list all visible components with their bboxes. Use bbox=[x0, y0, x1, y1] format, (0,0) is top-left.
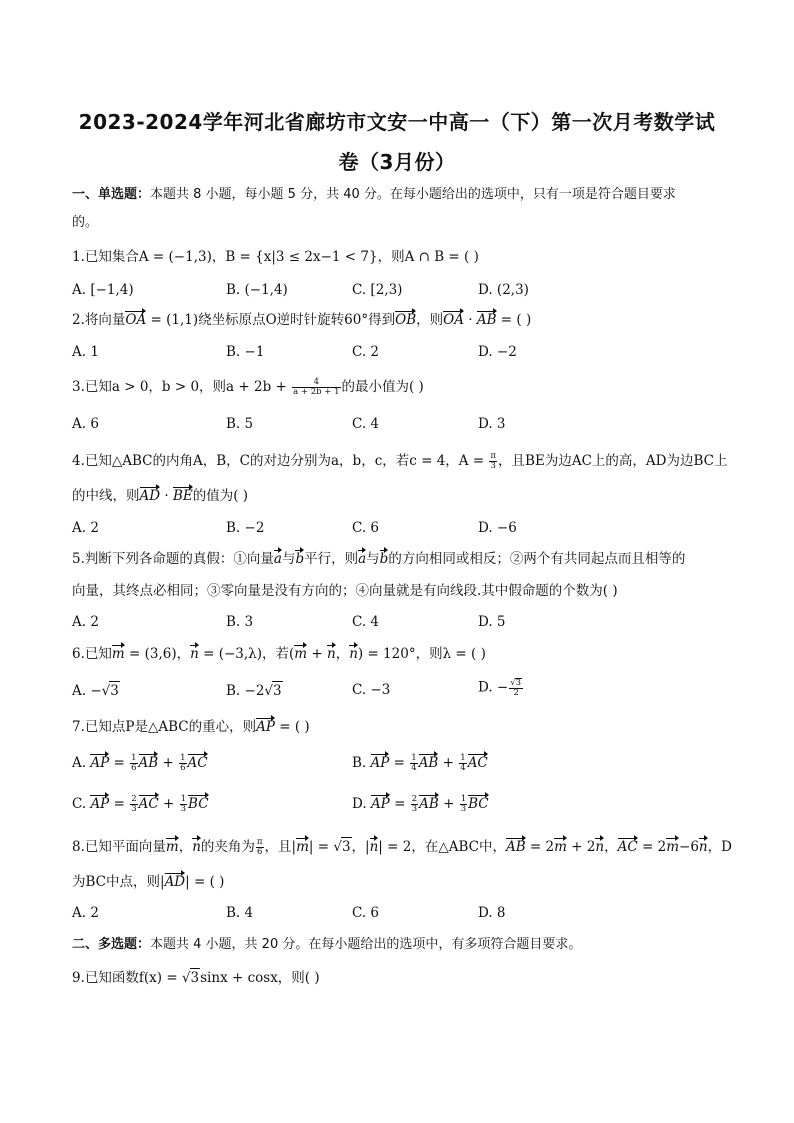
q4-text-post: ，且BE为边AC上的高，AD为边BC上 bbox=[498, 453, 728, 469]
q8-fraction bbox=[256, 838, 264, 857]
q5-option-a: A. 2 bbox=[72, 614, 99, 630]
exam-title-line2: 卷（3月份） bbox=[338, 150, 456, 174]
q1-option-d: D. (2,3) bbox=[478, 282, 529, 298]
comma: ， bbox=[335, 646, 350, 662]
q5-text-mid1: 与 bbox=[281, 551, 296, 567]
fraction-numerator: 2 bbox=[131, 794, 137, 804]
vector-ap: AP bbox=[256, 719, 275, 735]
fraction-denominator: 6 bbox=[180, 763, 186, 773]
dot-operator: · bbox=[160, 488, 173, 504]
option-label: C. bbox=[72, 796, 91, 812]
option-label: B. bbox=[352, 755, 371, 771]
fraction-numerator: 1 bbox=[180, 753, 186, 763]
q1-option-a: A. [−1,4) bbox=[72, 282, 134, 298]
sqrt-radicand: 3 bbox=[341, 839, 351, 855]
q8-option-a: A. 2 bbox=[72, 905, 99, 921]
q5-text-pre: 5.判断下列各命题的真假：①向量 bbox=[72, 551, 274, 567]
q2-text-mid2: ，则 bbox=[416, 312, 444, 328]
fraction-numerator: π bbox=[490, 451, 497, 461]
vector-n: n bbox=[369, 839, 379, 855]
question-9-stem: 9.已知函数f(x) = √3sinx + cosx，则( ) bbox=[72, 970, 320, 986]
exam-title-line1: 2023-2024学年河北省廊坊市文安一中高一（下）第一次月考数学试 bbox=[78, 110, 716, 134]
q6-text-mid1: = (3,6)， bbox=[124, 646, 191, 662]
q6-option-d bbox=[478, 678, 524, 698]
vector-term: AB bbox=[419, 796, 439, 812]
section1-header bbox=[72, 186, 676, 204]
q2-text-post: = ( ) bbox=[496, 312, 532, 328]
q4-line2-pre: 的中线，则 bbox=[72, 488, 140, 504]
vector-term: AC bbox=[187, 755, 208, 771]
q3-option-c: C. 4 bbox=[352, 416, 380, 432]
vector-term: BC bbox=[468, 796, 489, 812]
q8-text: | = 2，在△ABC中， bbox=[378, 839, 506, 855]
q8-option-b: B. 4 bbox=[226, 905, 254, 921]
question-2-stem bbox=[72, 311, 531, 329]
q8-option-d: D. 8 bbox=[478, 905, 506, 921]
option-label: D. − bbox=[478, 679, 509, 696]
q9-text-post: sinx + cosx，则( ) bbox=[200, 970, 320, 986]
q5-text-mid3: 与 bbox=[366, 551, 380, 567]
vector-ab: AB bbox=[476, 312, 497, 328]
vector-ab: AB bbox=[505, 839, 526, 855]
question-6-stem bbox=[72, 645, 486, 663]
question-4-stem bbox=[72, 452, 727, 471]
vector-ac: AC bbox=[617, 839, 638, 855]
fraction-denominator: 6 bbox=[256, 847, 263, 857]
q4-text-pre: 4.已知△ABC的内角A，B，C的对边分别为a，b，c，若c = 4，A = bbox=[72, 453, 489, 469]
q7-text-pre: 7.已知点P是△ABC的重心，则 bbox=[72, 719, 257, 735]
q7-text-post: = ( ) bbox=[274, 719, 310, 735]
vector-ob: OB bbox=[395, 312, 417, 328]
vector-n: n bbox=[349, 646, 358, 662]
sqrt-radicand: 3 bbox=[110, 683, 119, 699]
fraction-numerator: 2 bbox=[411, 794, 418, 804]
q4-fraction bbox=[489, 452, 497, 471]
q8-text: = 2 bbox=[637, 839, 667, 855]
fraction-numerator: √3 bbox=[510, 678, 522, 688]
question-4-line2 bbox=[72, 487, 248, 505]
section1-body: 本题共 8 小题，每小题 5 分，共 40 分。在每小题给出的选项中，只有一项是符合题目要求 bbox=[150, 187, 676, 202]
vector-term: AC bbox=[138, 796, 159, 812]
coef bbox=[179, 754, 186, 773]
sqrt-radicand: 3 bbox=[190, 970, 200, 986]
q8-text: ，| bbox=[351, 839, 370, 855]
q3-option-b: B. 5 bbox=[226, 416, 254, 432]
q1-option-c: C. [2,3) bbox=[352, 282, 403, 298]
q6-text-post: ) = 120°，则λ = ( ) bbox=[357, 646, 486, 662]
q4-option-c: C. 6 bbox=[352, 520, 380, 536]
coef bbox=[130, 754, 137, 773]
fraction-denominator: 6 bbox=[131, 763, 137, 773]
coef bbox=[130, 795, 137, 814]
vector-term: AB bbox=[418, 755, 439, 771]
q6-d-fraction bbox=[509, 678, 523, 698]
vector-m: m bbox=[165, 839, 179, 855]
q6-text-pre: 6.已知 bbox=[72, 646, 112, 662]
q2-text-mid1: = (1,1)绕坐标原点O逆时针旋转60°得到 bbox=[146, 312, 396, 328]
vector-n: n bbox=[192, 839, 201, 855]
fraction-denominator: a + 2b + 1 bbox=[293, 387, 340, 397]
q7-option-c: C. AP = $\frac{2}{3}$ AC + $\frac{1}{3}$ BC bbox=[72, 794, 209, 814]
vector-ap: AP bbox=[90, 796, 110, 812]
q4-option-a: A. 2 bbox=[72, 520, 99, 536]
sqrt-radicand: 3 bbox=[515, 678, 522, 688]
fraction-numerator: π bbox=[256, 837, 263, 847]
q7-option-d: D. AP = $\frac{2}{3}$ AB + $\frac{1}{3}$ BC bbox=[352, 794, 489, 814]
section1-header-cont: 的。 bbox=[72, 215, 99, 230]
q8-text: | = bbox=[308, 839, 334, 855]
q8-text: ，且| bbox=[264, 839, 297, 855]
coef bbox=[180, 795, 187, 814]
q8-option-c: C. 6 bbox=[352, 905, 380, 921]
q8-text: 8.已知平面向量 bbox=[72, 839, 166, 855]
question-5-stem bbox=[72, 550, 685, 568]
q5-option-b: B. 3 bbox=[226, 614, 254, 630]
vector-term: AC bbox=[467, 755, 488, 771]
q1-option-b: B. (−1,4) bbox=[226, 282, 288, 298]
q8-text: + 2 bbox=[566, 839, 596, 855]
vector-oa: OA bbox=[125, 312, 147, 328]
vector-ad: AD bbox=[164, 874, 186, 890]
q8-text: 的夹角为 bbox=[200, 839, 255, 855]
q8-text: −6 bbox=[679, 839, 699, 855]
q2-text-pre: 2.将向量 bbox=[72, 312, 126, 328]
q8-text: = 2 bbox=[525, 839, 555, 855]
q6-option-b: B. −2√3 bbox=[226, 683, 282, 699]
fraction-denominator: 3 bbox=[460, 804, 467, 814]
option-label: A. bbox=[72, 755, 91, 771]
vector-n: n bbox=[190, 646, 199, 662]
q8-text: ，D bbox=[707, 839, 732, 855]
coef bbox=[411, 795, 418, 814]
vector-m: m bbox=[294, 646, 308, 662]
question-8-line2 bbox=[72, 873, 224, 891]
option-label: D. bbox=[352, 796, 371, 812]
q2-option-b: B. −1 bbox=[226, 344, 265, 360]
coef bbox=[410, 754, 417, 773]
q4-line2-post: 的值为( ) bbox=[192, 488, 249, 504]
q3-text-pre: 3.已知a > 0，b > 0，则a + 2b + bbox=[72, 379, 292, 395]
q6-text-mid2: = (−3,λ)，若( bbox=[198, 646, 295, 662]
vector-term: AB bbox=[138, 755, 159, 771]
vector-term: BC bbox=[188, 796, 209, 812]
section2-body: 本题共 4 小题，共 20 分。在每小题给出的选项中，有多项符合题目要求。 bbox=[150, 937, 582, 952]
question-3-stem bbox=[72, 378, 424, 397]
q6-option-a: A. −√3 bbox=[72, 683, 119, 699]
fraction-numerator: 1 bbox=[131, 753, 137, 763]
vector-a: a bbox=[358, 551, 367, 567]
dot-operator: · bbox=[463, 312, 477, 328]
q9-text-pre: 9.已知函数f(x) = bbox=[72, 970, 182, 986]
vector-m: m bbox=[666, 839, 680, 855]
q5-text-mid2: 平行，则 bbox=[304, 551, 359, 567]
option-label: B. −2 bbox=[226, 683, 265, 699]
vector-ap: AP bbox=[370, 796, 390, 812]
vector-m: m bbox=[554, 839, 567, 855]
q2-option-a: A. 1 bbox=[72, 344, 99, 360]
q3-text-post: 的最小值为( ) bbox=[341, 379, 424, 395]
fraction-denominator: 4 bbox=[460, 763, 466, 773]
fraction-numerator: 1 bbox=[180, 794, 187, 804]
q8-text: ， bbox=[604, 839, 618, 855]
vector-ad: AD bbox=[139, 488, 161, 504]
q8-line2-post: | = ( ) bbox=[185, 874, 225, 890]
question-5-line2: 向量，其终点必相同；③零向量是没有方向的；④向量就是有向线段.其中假命题的个数为( ) bbox=[72, 583, 618, 599]
fraction-denominator: 3 bbox=[131, 804, 137, 814]
vector-be: BE bbox=[172, 488, 193, 504]
vector-ap: AP bbox=[370, 755, 390, 771]
section1-head: 一、单选题： bbox=[72, 187, 151, 202]
vector-m: m bbox=[111, 646, 125, 662]
section2-header bbox=[72, 936, 581, 954]
vector-oa: OA bbox=[443, 312, 464, 328]
question-8-stem: 8.已知平面向量m，n的夹角为 $\frac{\pi}{6}$ ，且|m| = √3，|n| = 2，在△ABC中，AB = 2m + 2n，AC = 2m−6n，D bbox=[72, 837, 732, 857]
q3-option-a: A. 6 bbox=[72, 416, 99, 432]
q5-text-post: 的方向相同或相反；②两个有共同起点而且相等的 bbox=[388, 551, 686, 567]
q7-option-a: A. AP = $\frac{1}{6}$ AB + $\frac{1}{6}$ AC bbox=[72, 753, 208, 773]
question-1-stem: 1.已知集合A = (−1,3)，B = {x|3 ≤ 2x−1 < 7}，则A ∩ B = ( ) bbox=[72, 249, 479, 265]
fraction-numerator: 1 bbox=[460, 753, 466, 763]
q3-fraction bbox=[292, 378, 340, 397]
q8-text: ， bbox=[178, 839, 193, 855]
plus-operator: + bbox=[307, 646, 327, 662]
fraction-denominator: 3 bbox=[411, 804, 418, 814]
option-label: A. − bbox=[72, 683, 102, 699]
vector-n: n bbox=[698, 839, 708, 855]
fraction-denominator: 4 bbox=[411, 763, 417, 773]
q5-option-c: C. 4 bbox=[352, 614, 380, 630]
q6-option-c: C. −3 bbox=[352, 682, 391, 698]
vector-b: b bbox=[295, 551, 305, 567]
q2-option-c: C. 2 bbox=[352, 344, 380, 360]
fraction-denominator: 2 bbox=[513, 688, 519, 698]
fraction-denominator: 3 bbox=[180, 804, 187, 814]
q5-option-d: D. 5 bbox=[478, 614, 506, 630]
vector-n: n bbox=[326, 646, 336, 662]
coef bbox=[459, 754, 466, 773]
q8-line2-pre: 为BC中点，则| bbox=[72, 874, 165, 890]
vector-n: n bbox=[595, 839, 605, 855]
vector-m: m bbox=[296, 839, 309, 855]
fraction-numerator: 1 bbox=[411, 753, 417, 763]
q4-option-b: B. −2 bbox=[226, 520, 265, 536]
q4-option-d: D. −6 bbox=[478, 520, 517, 536]
q2-option-d: D. −2 bbox=[478, 344, 517, 360]
section2-head: 二、多选题： bbox=[72, 937, 151, 952]
question-7-stem bbox=[72, 718, 310, 736]
vector-a: a bbox=[273, 551, 282, 567]
vector-b: b bbox=[379, 551, 389, 567]
fraction-denominator: 3 bbox=[490, 461, 496, 471]
fraction-numerator: 1 bbox=[460, 794, 467, 804]
coef bbox=[460, 795, 467, 814]
vector-ap: AP bbox=[90, 755, 110, 771]
q7-option-b: B. AP = $\frac{1}{4}$ AB + $\frac{1}{4}$ AC bbox=[352, 753, 488, 773]
fraction-numerator: 4 bbox=[292, 378, 340, 388]
sqrt-radicand: 3 bbox=[273, 683, 282, 699]
q3-option-d: D. 3 bbox=[478, 416, 506, 432]
